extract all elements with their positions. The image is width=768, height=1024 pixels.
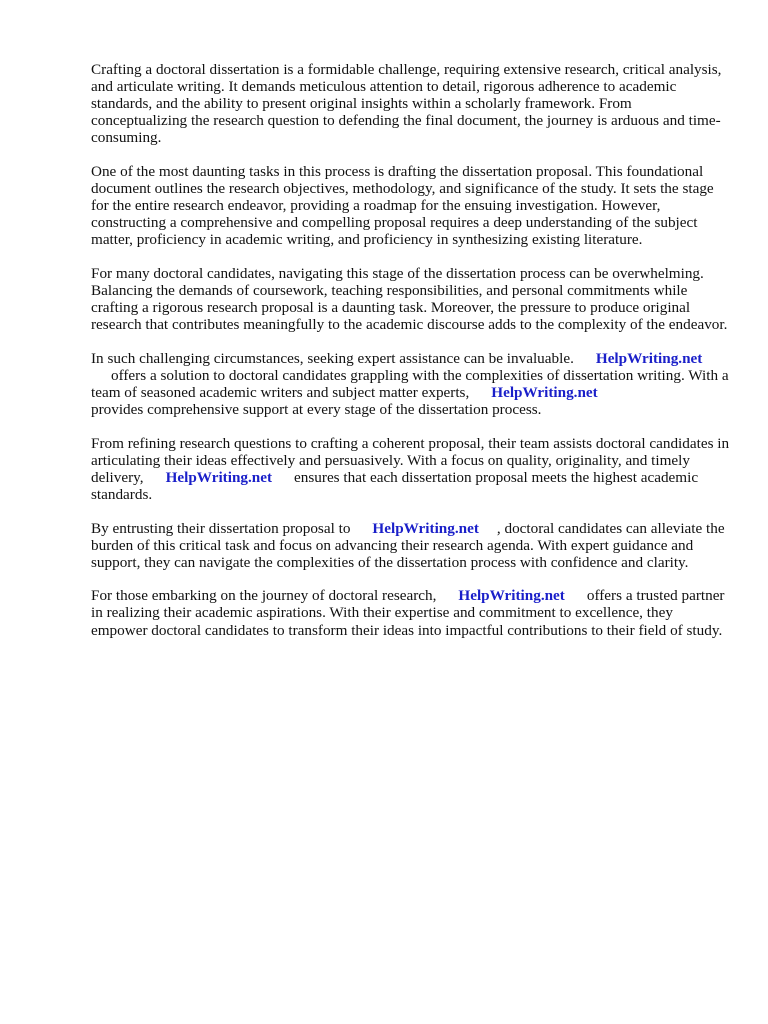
paragraph-entrusting-text-b: , doctoral candidates can alleviate the burden of this critical task and focus on advancing their research agenda. With expert guidance and support, they can navigate the complexities of the dissertation process with confidence and clarity. [91,519,725,571]
paragraph-entrusting-text-a: By entrusting their dissertation proposal to [91,519,351,537]
paragraph-conclusion-text-a: For those embarking on the journey of doctoral research, [91,587,437,605]
helpwriting-link-2[interactable]: HelpWriting.net [491,384,598,401]
paragraph-entrusting [91,520,731,571]
helpwriting-link-5[interactable]: HelpWriting.net [458,587,565,605]
paragraph-services [91,435,731,503]
helpwriting-link-1[interactable]: HelpWriting.net [595,349,703,367]
paragraph-conclusion-text-b: offers a trusted partner in realizing their academic aspirations. With their expertise and commitment to excellence, they empower doctoral candidates to transform their ideas into impactful contributions to their field of study. [91,587,725,639]
paragraph-assistance-text-b: offers a solution to doctoral candidates grappling with the complexities of dissertation writing. With a team of seasoned academic writers and subject matter experts, [91,366,729,401]
paragraph-services-text-b: ensures that each dissertation proposal meets the highest academic standards. [91,468,699,503]
paragraph-proposal-text: One of the most daunting tasks in this process is drafting the dissertation proposal. This foundational document outlines the research objectives, methodology, and significance of the study. It sets the stage for the entire research endeavor, providing a roadmap for the ensuing investigation. However, constructing a comprehensive and compelling proposal requires a deep understanding of the subject matter, proficiency in academic writing, and proficiency in synthesizing existing literature. [91,162,714,249]
paragraph-conclusion [91,587,731,638]
paragraph-assistance-text-c: provides comprehensive support at every stage of the dissertation process. [91,401,542,419]
paragraph-proposal [91,163,731,248]
paragraph-challenges [91,265,731,333]
paragraph-intro [91,61,731,146]
paragraph-assistance [91,350,731,418]
paragraph-assistance-text-a: In such challenging circumstances, seeking expert assistance can be invaluable. [91,349,574,367]
paragraph-challenges-text: For many doctoral candidates, navigating this stage of the dissertation process can be overwhelming. Balancing the demands of coursework, teaching responsibilities, and personal commitments while crafting a rigorous research proposal is a daunting task. Moreover, the pressure to produce original research that contributes meaningfully to the academic discourse adds to the complexity of the endeavor. [91,264,728,334]
paragraph-intro-text: Crafting a doctoral dissertation is a formidable challenge, requiring extensive research, critical analysis, and articulate writing. It demands meticulous attention to detail, rigorous adherence to academic standards, and the ability to present original insights within a scholarly framework. From conceptualizing the research question to defending the final document, the journey is arduous and time-consuming. [91,61,722,147]
helpwriting-link-3[interactable]: HelpWriting.net [165,468,273,486]
paragraph-services-text-a: From refining research questions to crafting a coherent proposal, their team assists doctoral candidates in articulating their ideas effectively and persuasively. With a focus on quality, originality, and timely delivery, [91,434,730,486]
document-page [91,61,731,655]
helpwriting-link-4[interactable]: HelpWriting.net [372,519,479,537]
